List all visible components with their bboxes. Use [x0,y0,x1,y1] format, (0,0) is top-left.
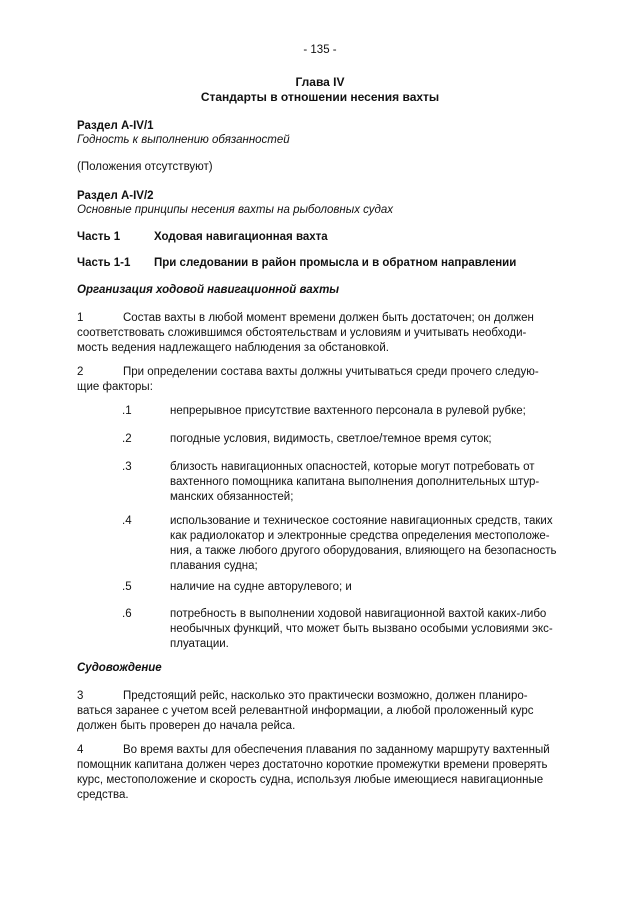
paragraph-3 [77,689,565,734]
part-1-1-heading [77,256,567,271]
paragraph-line: должен быть проверен до начала рейса. [77,720,296,732]
chapter-subtitle: Стандарты в отношении несения вахты [200,90,440,104]
heading-navigation: Судовождение [77,662,162,674]
part-1-1-title: При следовании в район промысла и в обратном направлении [154,257,517,269]
paragraph-line: 3 Предстоящий рейс, насколько это практически возможно, должен планиро- [77,690,528,702]
paragraph-1 [77,311,565,356]
paragraph-line: мость ведения надлежащего наблюдения за обстановкой. [77,342,389,354]
paragraph-4 [77,743,565,803]
list-item-number: .5 [122,581,132,593]
paragraph-line: 2 При определении состава вахты должны учитываться среди прочего следую- [77,366,539,378]
section-2-title: Раздел A-IV/2 [77,190,154,202]
list-item-text: использование и техническое состояние навигационных средств, таких как радиолокатор и электронные средства определения местоположе- ния, а также любого другого оборудования, влияющего на безопасность плавания судна; [170,515,557,572]
list-item-number: .3 [122,461,132,473]
list-item-number: .6 [122,608,132,620]
list-item-number: .2 [122,433,132,445]
section-1-subtitle: Годность к выполнению обязанностей [77,134,290,146]
part-1-heading [77,230,567,245]
list-item-text: потребность в выполнении ходовой навигационной вахтой каких-либо необычных функций, что может быть вызвано особыми условиями экс- плуатации. [170,608,553,650]
paragraph-line: курс, местоположение и скорость судна, используя любые имеющиеся навигационные [77,774,544,786]
list-item-text: близость навигационных опасностей, которые могут потребовать от вахтенного помощника капитана выполнения дополнительных штур- манских обязанностей; [170,461,540,503]
paragraph-line: 1 Состав вахты в любой момент времени должен быть достаточен; он должен [77,312,534,324]
paragraph-line: соответствовать сложившимся обстоятельствам и условиям и учитывать необходи- [77,327,527,339]
paragraph-line: средства. [77,789,129,801]
part-1-1-number: Часть 1-1 [77,257,131,269]
paragraph-line: ваться заранее с учетом всей релевантной информации, а любой проложенный курс [77,705,534,717]
paragraph-line: щие факторы: [77,381,153,393]
list-item-text: непрерывное присутствие вахтенного персонала в рулевой рубке; [170,405,526,417]
paragraph-line: 4 Во время вахты для обеспечения плавания по заданному маршруту вахтенный [77,744,550,756]
paragraph-number: 3 [77,690,84,702]
list-item-number: .1 [122,405,132,417]
chapter-title: Глава IV [295,75,345,89]
paragraph-number: 2 [77,366,84,378]
heading-watch-organization: Организация ходовой навигационной вахты [77,284,340,296]
section-1-note: (Положения отсутствуют) [77,161,213,173]
list-item-number: .4 [122,515,132,527]
section-1-title: Раздел A-IV/1 [77,120,154,132]
paragraph-number: 1 [77,312,84,324]
paragraph-number: 4 [77,744,84,756]
paragraph-2 [77,365,565,395]
part-1-number: Часть 1 [77,231,121,243]
list-item-text: наличие на судне авторулевого; и [170,581,352,593]
page-number: - 135 - [303,44,337,56]
part-1-title: Ходовая навигационная вахта [154,231,328,243]
list-item-text: погодные условия, видимость, светлое/темное время суток; [170,433,492,445]
section-2-subtitle: Основные принципы несения вахты на рыболовных судах [77,204,394,216]
paragraph-line: помощник капитана должен через достаточно короткие промежутки времени проверять [77,759,548,771]
